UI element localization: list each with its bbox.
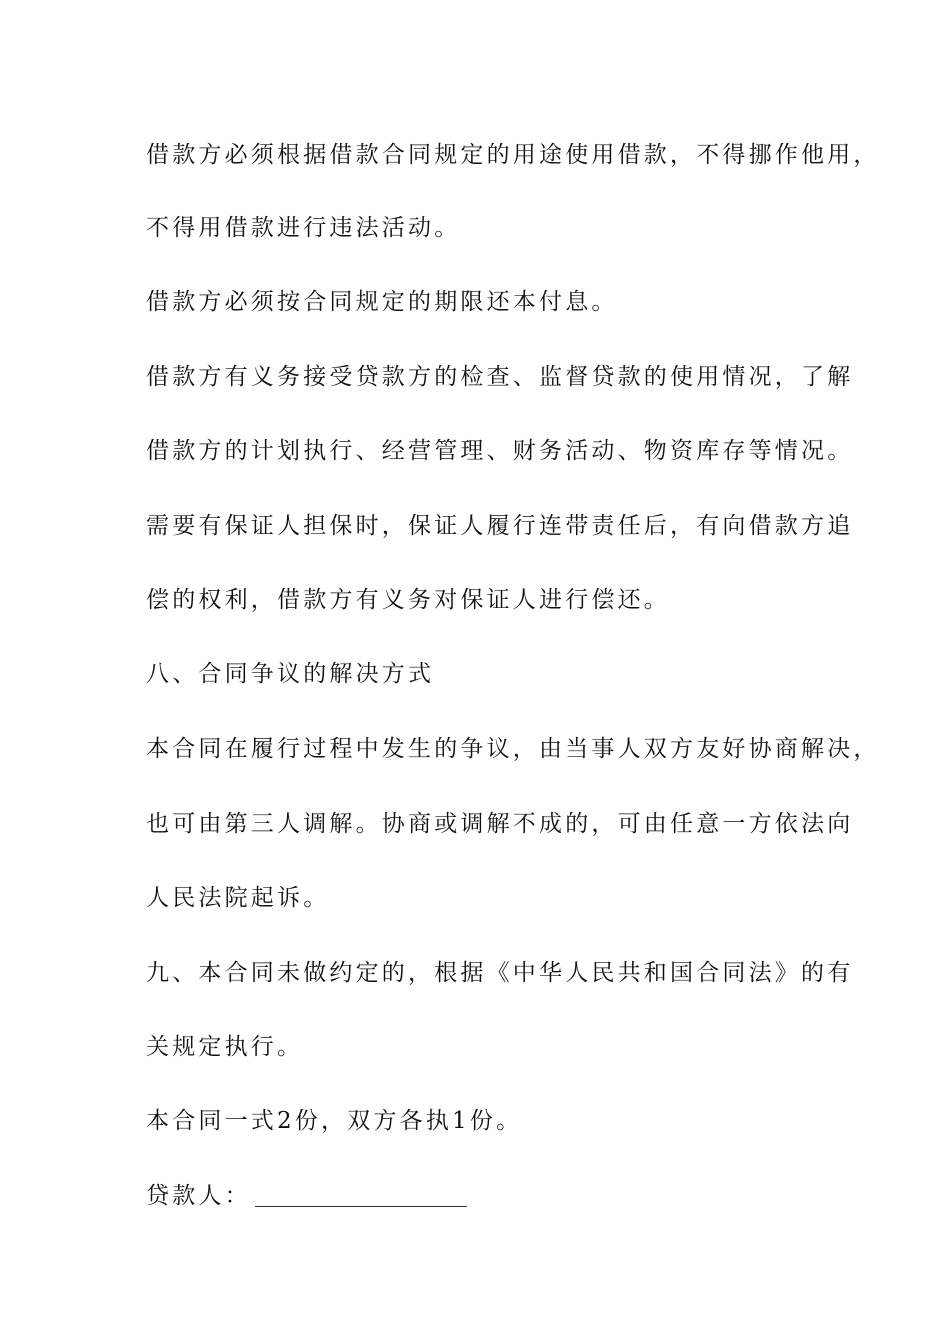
paragraph-line: 本合同一式2份，双方各执1份。 — [146, 1108, 523, 1134]
paragraph-line: 借款方的计划执行、经营管理、财务活动、物资库存等情况。 — [146, 438, 854, 464]
section-heading: 八、合同争议的解决方式 — [146, 661, 435, 687]
paragraph-line: 人民法院起诉。 — [146, 885, 330, 911]
paragraph-line: 本合同在履行过程中发生的争议，由当事人双方友好协商解决， — [146, 736, 880, 762]
lender-label: 贷款人： — [146, 1183, 251, 1209]
paragraph-line: 关规定执行。 — [146, 1034, 304, 1060]
paragraph-line: 借款方必须根据借款合同规定的用途使用借款，不得挪作他用， — [146, 142, 880, 168]
paragraph-line: 也可由第三人调解。协商或调解不成的，可由任意一方依法向 — [146, 811, 854, 837]
paragraph-line: 借款方必须按合同规定的期限还本付息。 — [146, 289, 618, 315]
signature-row — [146, 1181, 836, 1211]
paragraph-line: 借款方有义务接受贷款方的检查、监督贷款的使用情况，了解 — [146, 364, 854, 390]
paragraph-line: 需要有保证人担保时，保证人履行连带责任后，有向借款方追 — [146, 513, 854, 539]
section-heading: 九、本合同未做约定的，根据《中华人民共和国合同法》的有 — [146, 960, 854, 986]
lender-signature-blank[interactable] — [255, 1184, 467, 1207]
paragraph-line: 不得用借款进行违法活动。 — [146, 215, 461, 241]
paragraph-line: 偿的权利，借款方有义务对保证人进行偿还。 — [146, 587, 670, 613]
